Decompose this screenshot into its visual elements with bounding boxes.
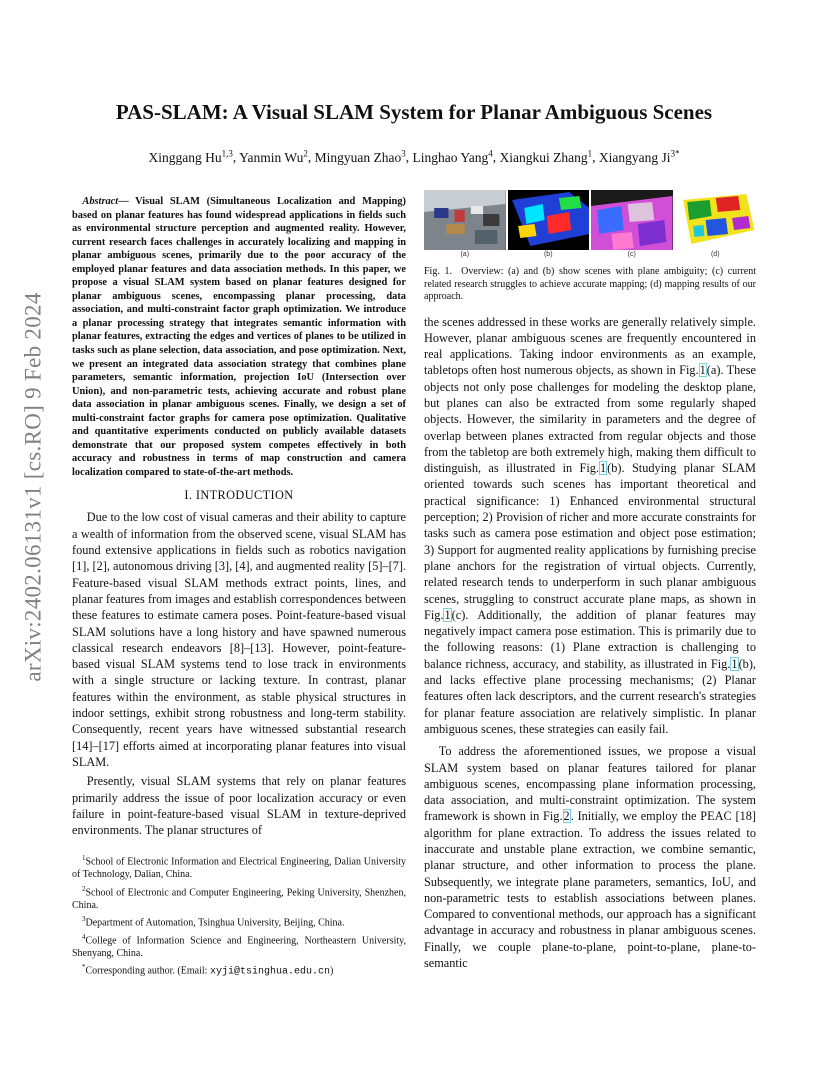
email-link[interactable]: xyji@tsinghua.edu.cn	[209, 966, 330, 978]
figure-panel-a	[424, 190, 506, 250]
arxiv-stamp	[14, 292, 54, 682]
figure-panel-c	[591, 190, 673, 250]
figure-caption: Fig. 1. Overview: (a) and (b) show scenes with plane ambiguity; (c) current related research struggles to achieve accurate mapping; (d) mapping results of our approach.	[424, 266, 757, 302]
figure-panel-b	[508, 190, 590, 250]
sublabel: (a)	[460, 251, 470, 258]
footnote: $^3$Department of Automation, Tsinghua University, Beijing, China.	[82, 915, 345, 929]
footnotes	[72, 852, 406, 979]
figure-sublabels	[424, 250, 756, 258]
sublabel: (c)	[627, 251, 636, 258]
author: Xiangkui Zhang$^1$	[499, 148, 593, 165]
sublabel: (d)	[710, 251, 720, 258]
section-heading: I. INTRODUCTION	[184, 488, 294, 503]
author: Xiangyang $Ji^{3*}$	[598, 148, 680, 165]
abstract-text: Visual SLAM (Simultaneous Localization and Mapping) based on planar features has found widespread applications in fields such as environmental structure perception and augmented reality. However, current research faces challenges in accurately localizing and mapping in planar ambiguous scenes, primarily due to the poor accuracy of the employed planar features and data association methods. In this paper, we propose a visual SLAM system based on planar features designed for planar ambiguous scenes, encompassing planar processing, data association, and multi-constraint factor graph optimization. We introduce a planar processing strategy that integrates semantic information with planar features, extracting the edges and vertices of planes to be utilized in tasks such as plane selection, data association, and pose optimization. Next, we present an integrated data association strategy that combines plane parameters, semantic information, projection IoU (Intersection over Union), and non-parametric tests, achieving accurate and robust plane data association in planar ambiguous scenes. Finally, we design a set of multi-constraint factor graphs for camera pose optimization. Qualitative and quantitative experiments conducted on publicly available datasets demonstrate that our proposed system competes effectively in both accuracy and robustness in terms of map construction and camera localization compared to state-of-the-art methods.	[72, 196, 406, 478]
footnote: $^2$School of Electronic and Computer Engineering, Peking University, Shenzhen, China.	[72, 884, 406, 911]
left-column	[72, 195, 406, 980]
figure-ref-link[interactable]: 1	[444, 607, 451, 622]
abstract: Abstract— Visual SLAM (Simultaneous Localization and Mapping) based on planar features has found widespread applications in fields such as environmental structure perception and augmented reality. However, current research faces challenges in accurately localizing and mapping in planar ambiguous scenes, primarily due to the poor accuracy of the employed planar features and data association methods. In this paper, we propose a visual SLAM system based on planar features designed for planar ambiguous scenes, encompassing planar processing, data association, and multi-constraint factor graph optimization. We introduce a planar processing strategy that integrates semantic information with planar features, extracting the edges and vertices of planes to be utilized in tasks such as plane selection, data association, and pose optimization. Next, we present an integrated data association strategy that combines plane parameters, semantic information, projection IoU (Intersection over Union), and non-parametric tests, achieving accurate and robust plane data association in planar ambiguous scenes. Finally, we design a set of multi-constraint factor graphs for camera pose optimization. Qualitative and quantitative experiments conducted on publicly available datasets demonstrate that our proposed system competes effectively in both accuracy and robustness in terms of map construction and camera localization compared to state-of-the-art methods.	[72, 196, 406, 478]
figure-1	[424, 190, 756, 304]
figure-ref-link[interactable]: 1	[731, 656, 738, 671]
paper-title: PAS-SLAM: A Visual SLAM System for Planar Ambiguous Scenes	[115, 100, 713, 124]
author: Linghao Yang$^4$	[412, 148, 493, 165]
figure-panel-d	[675, 190, 757, 250]
figure-ref-link[interactable]: 1	[699, 363, 706, 378]
right-column	[424, 190, 756, 974]
figure-ref-link[interactable]: 2	[563, 809, 570, 824]
sublabel: (b)	[543, 251, 553, 258]
arxiv-stamp-text: arXiv:2402.06131v1 [cs.RO] 9 Feb 2024	[21, 292, 47, 682]
author: Mingyuan Zhao$^3$	[314, 148, 406, 165]
author: Yanmin Wu$^2$	[239, 148, 308, 165]
footnote: $^1$School of Electronic Information and Electrical Engineering, Dalian University of Technology, Dalian, China.	[72, 854, 406, 881]
figure-ref-link[interactable]: 1	[600, 461, 607, 476]
author: Xinggang Hu$^{1,3}$	[148, 148, 233, 165]
corresponding-author: *Corresponding author. (Email: xyji@tsinghua.edu.cn)	[82, 963, 334, 978]
footnote: $^4$College of Information Science and Engineering, Northeastern University, Shenyang, China.	[72, 932, 406, 959]
paragraph: the scenes addressed in these works are generally relatively simple. However, planar ambiguous scenes are frequently encountered in real applications. Taking indoor environments as an example, tabletops often host numerous objects, as shown in Fig.1(a). These objects not only pose challenges for modeling the desktop plane, but planes can also be extracted from some regularly shaped objects. However, the similarity in parameters and the degree of overlap between planes extracted from regular objects and those from the tabletop are both extremely high, making them difficult to distinguish, as illustrated in Fig.1(b). Studying planar SLAM oriented towards such scenes has important theoretical and practical significance: 1) Enhanced environmental structural perception; 2) Provision of richer and more accurate constraints for tasks such as camera pose estimation and object pose estimation; 3) Support for augmented reality applications by furnishing precise plane anchors for the registration of virtual objects. Currently, related research tends to underperform in such planar ambiguous scenes, struggling to construct accurate plane maps, as shown in Fig.1(c). Additionally, the addition of planar features may negatively impact camera pose estimation. This is primarily due to the following reasons: (1) Plane extraction is challenging to balance richness, accuracy, and stability, as illustrated in Fig.1(b), and lacks effective plane processing mechanisms; (2) Planar features often lack descriptors, and the current research's strategies for planar feature association are relatively simplistic. In planar ambiguous scenes, these strategies can easily fail.	[424, 314, 756, 736]
author-list: Xinggang Hu$^{1,3}$, Yanmin Wu$^2$, Mingyuan Zhao$^3$, Linghao Yang$^4$, Xiangkui Zhang$^1$, Xiangyang $Ji^{3*}$	[148, 148, 680, 165]
paragraph: To address the aforementioned issues, we propose a visual SLAM system based on planar features tailored for planar ambiguous scenes, encompassing plane information processing, data association, and multi-constraint optimization. The system framework is shown in Fig.2. Initially, we employ the PEAC [18] algorithm for plane extraction. To address the issues related to inaccurate and unstable plane extraction, we combine semantic, planar structure, and other information to process the plane. Subsequently, we integrate plane parameters, semantics, IoU, and non-parametric tests to establish associations between planes. Compared to conventional methods, our approach has a significant advantage in accuracy and robustness in planar ambiguous scenes. Finally, we couple plane-to-plane, point-to-plane, plane-to-semantic	[424, 744, 756, 971]
paragraph: Due to the low cost of visual cameras and their ability to capture a wealth of information from the observed scene, visual SLAM has found extensive applications in fields such as robotics navigation [1], [2], autonomous driving [3], [4], and augmented reality [5]–[7]. Feature-based visual SLAM methods extract points, lines, and planar features from images and establish correspondences between these features to estimate camera poses. Point-feature-based visual SLAM solutions have a long history and have spawned numerous classical research endeavors [8]–[13]. However, point-feature-based visual SLAM systems tend to lose track in environments with a single structure or lacking texture. In contrast, planar features within the environment, as stable physical structures in indoor settings, exhibit strong robustness and long-term stability. Consequently, recent years have witnessed substantial research [14]–[17] efforts aimed at incorporating planar features into visual SLAM.	[72, 510, 406, 769]
figure-panels	[424, 190, 756, 250]
paragraph: Presently, visual SLAM systems that rely on planar features primarily address the issue of poor localization accuracy or even failure in point-feature-based visual SLAM in texture-deprived environments. The planar structures of	[72, 774, 406, 838]
abstract-label: Abstract	[82, 196, 119, 207]
